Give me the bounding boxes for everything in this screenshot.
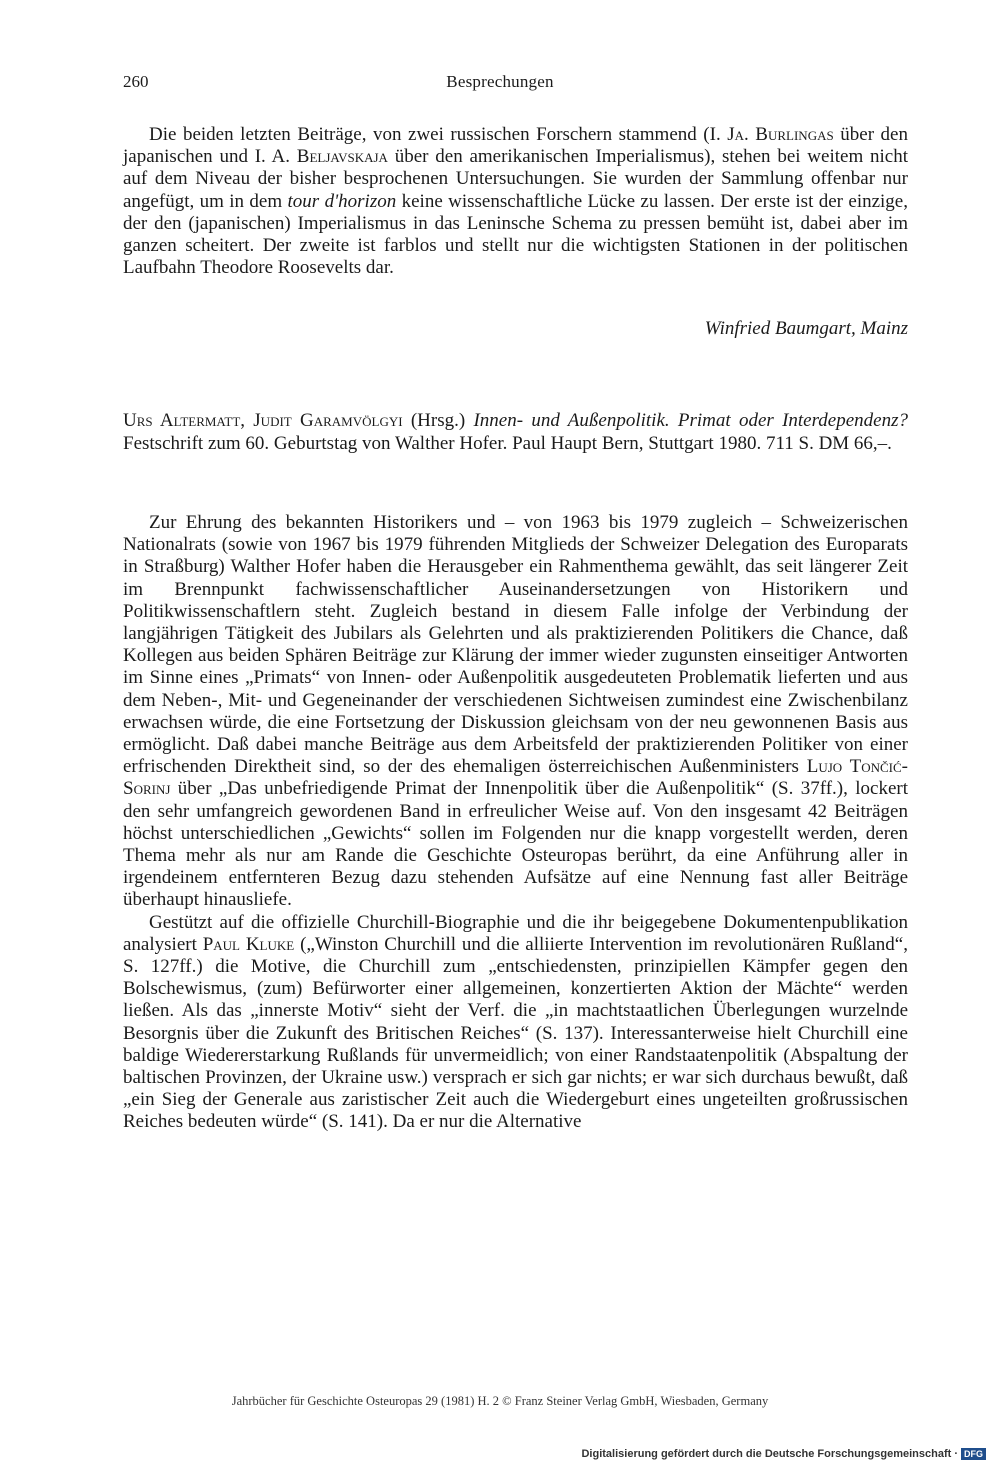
text-run: Gestützt auf die offizielle Churchill-Biographie und die ihr beigegebene Dokumentenpublikation analysiert: [123, 911, 908, 955]
running-head: Besprechungen: [446, 72, 554, 91]
review-body: [123, 512, 908, 1134]
italic-text: Innen- und Außenpolitik. Primat oder Interdependenz?: [473, 410, 908, 431]
author-name: Beljavskaja: [296, 146, 388, 168]
text-run: Festschrift zum 60. Geburtstag von Walther Hofer. Paul Haupt Bern, Stuttgart 1980. 711 S. DM 66,–.: [123, 432, 892, 454]
text-run: Die beiden letzten Beiträge, von zwei russischen Forschern stammend (I.: [149, 124, 728, 145]
previous-review-paragraph: [123, 124, 908, 279]
text-run: (Hrsg.): [402, 410, 474, 431]
review-paragraph-1: [123, 512, 908, 912]
text-run: keine wissenschaftliche Lücke zu lassen. Der erste ist der einzige, der den (japanischen) Imperialismus in das Leninsche Schema zu pressen bemüht ist, dabei aber im ganzen scheitert. Der zweite ist farblos und stellt nur die wichtigsten Stationen in der politischen Laufbahn Theodore Roosevelts dar.: [123, 190, 908, 279]
page-number: 260: [123, 72, 149, 91]
previous-review-text: [123, 124, 908, 279]
dfg-logo: DFG: [961, 1448, 986, 1460]
digitization-text: Digitalisierung gefördert durch die Deutsche Forschungsgemeinschaft ·: [581, 1448, 958, 1460]
text-run: über den amerikanischen Imperialismus), stehen bei weitem nicht auf dem Niveau der bisher besprochenen Untersuchungen. Sie wurden der Sammlung offenbar nur angefügt, um in dem: [123, 146, 908, 212]
author-name: Paul Kluke: [202, 933, 295, 955]
text-run: („Winston Churchill und die alliierte Intervention im revolutionären Rußland“, S. 127ff.) die Motive, die Churchill zum „entschiedensten, prinzipiellen Kämpfer gegen den Bolschewismus, (zum) Befürworter einer allgemeinen, konzertierten Aktion der Mächte“ werden ließen. Als das „innerste Motiv“ sieht der Verf. die „in machtstaatlichen Überlegungen wurzelnde Besorgnis über die Zukunft des Britischen Reiches“ (S. 137). Interessanterweise hielt Churchill eine baldige Wiedererstarkung Rußlands für unvermeidlich; von einer Randstaatenpolitik (Abspaltung der baltischen Provinzen, der Ukraine usw.) versprach er sich gar nichts; er war sich durchaus bewußt, daß „ein Sieg der Generale aus zaristischer Zeit auch die Wiedergeburt eines ungeteilten großrussischen Reiches bedeuten würde“ (S. 141). Da er nur die Alternative: [123, 933, 908, 1133]
review-paragraph-2: [123, 912, 908, 1134]
digitization-note: [581, 1448, 986, 1460]
author-name: Urs Altermatt, Judit Garamvölgyi: [123, 410, 403, 431]
author-name: Lujo Tončić-Sorinj: [123, 756, 909, 800]
text-run: über „Das unbefriedigende Primat der Innenpolitik über die Außenpolitik“ (S. 37ff.), lockert den sehr umfangreich gewordenen Band in erfreulicher Weise auf. Von den insgesamt 42 Beiträgen höchst unterschiedlichen „Gewichts“ sollen im Folgenden nur die knapp vorgestellt werden, deren Thema mehr als nur am Rande die Geschichte Osteuropas berührt, da eine Anführung aller in irgendeinem entfernteren Bezug dazu stehenden Aufsätze auf eine Nennung fast aller Beiträge überhaupt hinausliefe.: [123, 778, 908, 911]
text-run: über den japanischen und I. A.: [123, 124, 908, 168]
italic-text: tour d'horizon: [287, 190, 397, 212]
reviewer-signature: Winfried Baumgart, Mainz: [704, 318, 908, 339]
text-run: Zur Ehrung des bekannten Historikers und – von 1963 bis 1979 zugleich – Schweizerischen Nationalrats (sowie von 1967 bis 1979 führenden Mitglieds der Schweizer Delegation des Europarats in Straßburg) Walther Hofer haben die Herausgeber ein Rahmenthema gewählt, das seit längerer Zeit im Brennpunkt fachwissenschaftlicher Auseinandersetzungen von Historikern und Politikwissenschaftlern steht. Zugleich bestand in diesem Falle infolge der Verbindung der langjährigen Tätigkeit des Jubilars als Gelehrten und als praktizierenden Politikers die Chance, daß Kollegen aus beiden Sphären Beiträge zur Klärung der immer wieder zugunsten einseitiger Antworten im Sinne eines „Primats“ von Innen- oder Außenpolitik ausgedeuteten Problematik lieferten und aus dem Neben-, Mit- und Gegeneinander der verschiedenen Sichtweisen zumindest eine Zwischenbilanz erwachsen würde, die eine Fortsetzung der Diskussion gleichsam von der neu gewonnenen Basis aus ermöglicht. Daß dabei manche Beiträge aus dem Arbeitsfeld der praktizierenden Politiker von einer erfrischenden Direktheit sind, so der des ehemaligen österreichischen Außenministers: [123, 512, 908, 778]
journal-footer: Jahrbücher für Geschichte Osteuropas 29 (1981) H. 2 © Franz Steiner Verlag GmbH, Wiesbaden, Germany: [231, 1394, 769, 1408]
author-name: Ja. Burlingas: [727, 124, 834, 145]
book-citation: [123, 410, 908, 455]
